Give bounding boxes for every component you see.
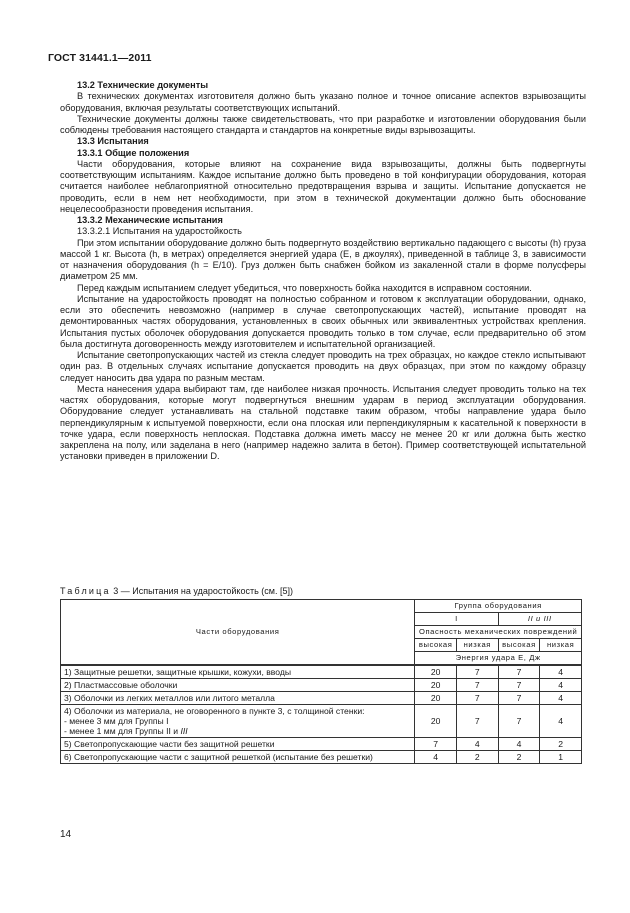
row-value: 2	[540, 738, 582, 751]
table-row	[61, 738, 582, 751]
header-group: Группа оборудования	[415, 600, 582, 613]
header-level-high: высокая	[498, 639, 540, 652]
paragraph: Места нанесения удара выбирают там, где наиболее низкая прочность. Испытания следует проводить только на тех частях оборудования, которые могут подвергнуться внешним ударам в период эксплуатации оборудования. Оборудование следует устанавливать на стальной подставке таким образом, чтобы направление удара было перпендикулярным к испытуемой поверхности, если она плоская или перпендикулярным к касательной к поверхности в точке удара, если поверхность неплоская. Подставка должна иметь массу не менее 20 кг или должна быть жестко закреплена на полу, или заделана в него (например надежно залита в бетон). Пример соответствующей испытательной установки приведен в приложении D.	[60, 383, 586, 462]
row-value: 20	[415, 705, 457, 738]
paragraph: Испытание светопропускающих частей из стекла следует проводить на трех образцах, но каждое стекло испытывают один раз. В отдельных случаях испытание допускается проводить на двух образцах, при этом по каждому образцу следует наносить два удара по разным местам.	[60, 350, 586, 383]
row-value: 4	[415, 751, 457, 764]
paragraph: В технических документах изготовителя должно быть указано полное и точное описание аспектов взрывозащиты оборудования, включая результаты соответствующих испытаний.	[60, 91, 586, 113]
row-value: 4	[456, 738, 498, 751]
paragraph: Перед каждым испытанием следует убедиться, что поверхность бойка находится в исправном состоянии.	[77, 282, 532, 293]
header-danger: Опасность механических повреждений	[415, 626, 582, 639]
section-13-3-title: 13.3 Испытания	[77, 136, 149, 147]
row-part: 5) Светопропускающие части без защитной решетки	[61, 738, 415, 751]
section-13-3-2-title: 13.3.2 Механические испытания	[77, 215, 223, 225]
row-value: 4	[540, 679, 582, 692]
row-value: 7	[498, 665, 540, 679]
row-value: 20	[415, 679, 457, 692]
row-value: 20	[415, 692, 457, 705]
row-value: 20	[415, 665, 457, 679]
row-value: 7	[498, 705, 540, 738]
header-parts: Части оборудования	[61, 600, 415, 666]
row-part-line: - менее 1 мм для Группы II и III	[64, 726, 188, 736]
header-level-high: высокая	[415, 639, 457, 652]
row-part: 1) Защитные решетки, защитные крышки, кожухи, вводы	[61, 665, 415, 679]
row-value: 7	[415, 738, 457, 751]
table-caption	[60, 586, 293, 596]
table-caption-text: 3 — Испытания на ударостойкость (см. [5])	[113, 586, 293, 596]
paragraph: Технические документы должны также свидетельствовать, что при разработке и изготовлении оборудования были соблюдены требования настоящего стандарта и стандартов на конкретные виды взрывозащиты.	[60, 113, 586, 135]
row-value: 4	[540, 665, 582, 679]
table-row	[61, 751, 582, 764]
row-value: 7	[456, 665, 498, 679]
paragraph: При этом испытании оборудование должно быть подвергнуто воздействию вертикально падающего с высоты (h) груза массой 1 кг. Высота (h, в метрах) определяется энергией удара (E, в джоулях), приведенной в таблице 3, в зависимости от назначения оборудования (h = E/10). Груз должен быть снабжен бойком из закаленной стали в форме полусферы диаметром 25 мм.	[60, 237, 586, 282]
row-part-line: - менее 3 мм для Группы I	[64, 716, 169, 726]
main-text	[60, 80, 586, 463]
row-value: 7	[456, 679, 498, 692]
row-value: 4	[540, 692, 582, 705]
row-value: 2	[498, 751, 540, 764]
header-group-ii-iii: II и III	[498, 613, 581, 626]
row-part-line: 4) Оболочки из материала, не оговоренного в пункте 3, с толщиной стенки:	[64, 706, 365, 716]
table-row	[61, 679, 582, 692]
row-part: 2) Пластмассовые оболочки	[61, 679, 415, 692]
row-part	[61, 705, 415, 738]
paragraph: Испытание на ударостойкость проводят на полностью собранном и готовом к эксплуатации оборудовании, однако, если это обеспечить невозможно (например в случае светопропускающих частей), испытание проводят на демонтированных частях оборудования, установленных в своих обычных или эквивалентных устройствах крепления. Испытания пустых оболочек оборудования допускается проводить только в том случае, если предварительно об этом была достигнута договоренность между изготовителем и испытательной организацией.	[60, 293, 586, 349]
table-caption-word: Таблица	[60, 586, 111, 596]
header-group-i: I	[415, 613, 498, 626]
row-value: 4	[498, 738, 540, 751]
table-row	[61, 705, 582, 738]
row-part: 3) Оболочки из легких металлов или литого металла	[61, 692, 415, 705]
page-number: 14	[60, 829, 72, 840]
table-row	[61, 692, 582, 705]
table-row	[61, 665, 582, 679]
row-value: 1	[540, 751, 582, 764]
paragraph: Части оборудования, которые влияют на сохранение вида взрывозащиты, должны быть подвергнуты соответствующим испытаниям. Каждое испытание должно быть проведено в той конфигурации оборудования, которая считается наиболее неблагоприятной относительно предотвращения взрыва и защиты. Испытание допускается не проводить, если в нем нет необходимости, при этом в технической документации должно быть обоснование нецелесообразности проведения испытания.	[60, 158, 586, 214]
impact-test-table	[60, 599, 582, 764]
row-part: 6) Светопропускающие части с защитной решеткой (испытание без решетки)	[61, 751, 415, 764]
row-value: 4	[540, 705, 582, 738]
document-code: ГОСТ 31441.1—2011	[48, 52, 152, 64]
section-13-3-1-title: 13.3.1 Общие положения	[77, 147, 190, 158]
row-value: 7	[456, 705, 498, 738]
row-value: 2	[456, 751, 498, 764]
row-value: 7	[456, 692, 498, 705]
header-level-low: низкая	[456, 639, 498, 652]
section-13-2-title: 13.2 Технические документы	[77, 80, 209, 90]
header-energy: Энергия удара Е, Дж	[415, 652, 582, 666]
header-level-low: низкая	[540, 639, 582, 652]
row-value: 7	[498, 692, 540, 705]
section-13-3-2-1-title: 13.3.2.1 Испытания на ударостойкость	[77, 226, 242, 237]
row-value: 7	[498, 679, 540, 692]
